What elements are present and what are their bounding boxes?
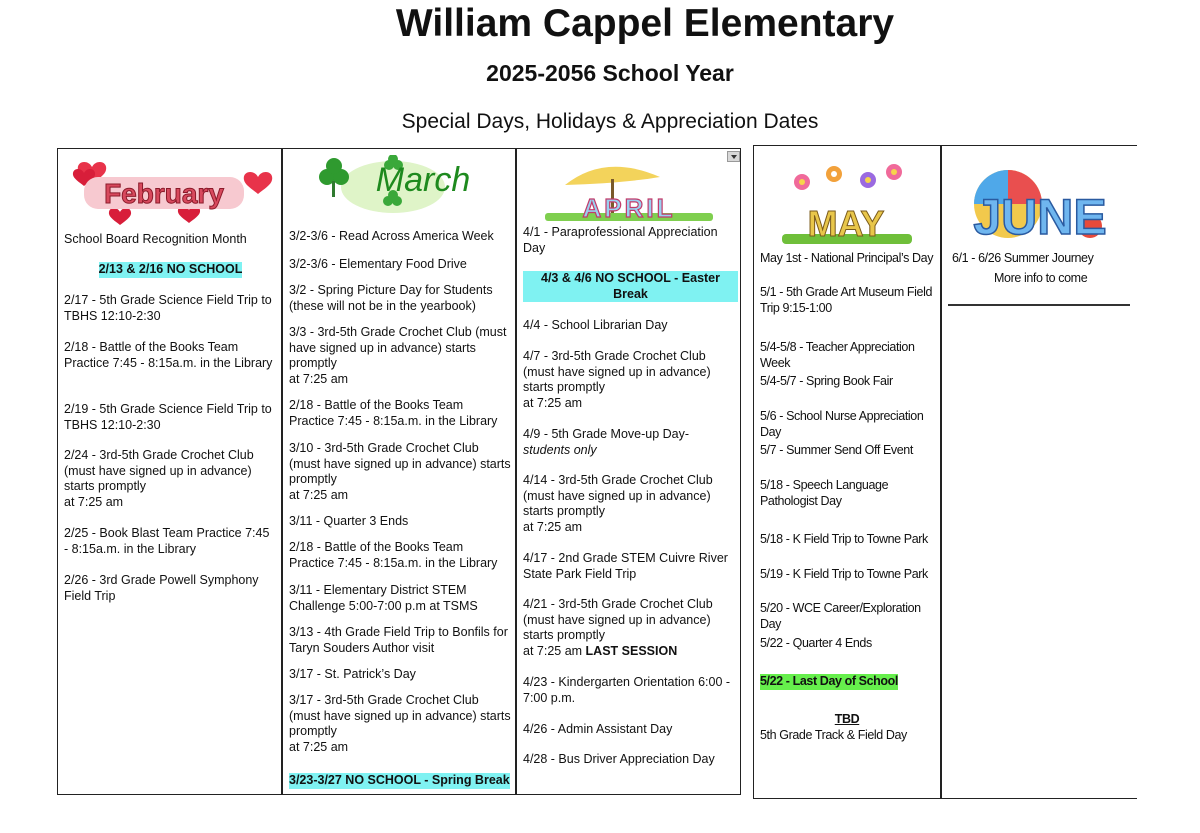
flower-icon (794, 164, 902, 190)
dropdown-arrow-icon[interactable] (727, 151, 740, 162)
list-item: TBD 5th Grade Track & Field Day (760, 712, 907, 742)
may-column (754, 146, 940, 798)
list-item: School Board Recognition Month (64, 232, 247, 246)
list-item: 5/4-5/8 - Teacher Appreciation Week (760, 340, 915, 370)
list-item: 5/7 - Summer Send Off Event (760, 443, 913, 457)
calendar-table-may-jun (753, 145, 1137, 799)
march-column (283, 149, 515, 794)
may-logo-text: MAY (807, 203, 885, 244)
list-item: 3/17 - 3rd-5th Grade Crochet Club (must have signed up in advance) starts promptly at 7:25 am (289, 693, 511, 754)
list-item: 5/1 - 5th Grade Art Museum Field Trip 9:15-1:00 (760, 285, 933, 315)
list-item: 3/3 - 3rd-5th Grade Crochet Club (must have signed up in advance) starts promptly at 7:25 am (289, 325, 507, 386)
april-column (517, 149, 742, 794)
list-item: 4/9 - 5th Grade Move-up Day- students only (523, 427, 690, 457)
list-item: 2/18 - Battle of the Books Team Practice 7:45 - 8:15a.m. in the Library (289, 540, 498, 570)
list-item: 5/20 - WCE Career/Exploration Day (760, 601, 921, 631)
list-item: 3/13 - 4th Grade Field Trip to Bonfils for Taryn Souders Author visit (289, 625, 508, 655)
february-logo (64, 155, 276, 229)
february-column (58, 149, 281, 794)
list-item: 6/1 - 6/26 Summer Journey (952, 251, 1094, 265)
june-logo (970, 154, 1110, 244)
june-logo-text: JUNE (973, 189, 1107, 244)
list-item: 3/17 - St. Patrick’s Day (289, 667, 416, 681)
list-item: 4/14 - 3rd-5th Grade Crochet Club (must have signed up in advance) starts promptly at 7:25 am (523, 473, 713, 534)
list-item: 2/24 - 3rd-5th Grade Crochet Club (must have signed up in advance) starts promptly at 7:25 am (64, 448, 254, 509)
list-item: 4/1 - Paraprofessional Appreciation Day (523, 225, 718, 255)
list-item: 4/23 - Kindergarten Orientation 6:00 - 7:00 p.m. (523, 675, 731, 705)
school-year-heading: 2025-2056 School Year (486, 60, 734, 86)
may-logo (782, 154, 912, 246)
list-item: 4/28 - Bus Driver Appreciation Day (523, 752, 715, 766)
list-item: 3/11 - Quarter 3 Ends (289, 514, 409, 528)
list-item: 5/22 - Quarter 4 Ends (760, 636, 872, 650)
list-item: 2/19 - 5th Grade Science Field Trip to TBHS 12:10-2:30 (64, 402, 272, 432)
list-item: 5/18 - K Field Trip to Towne Park (760, 532, 928, 546)
list-item: 5/19 - K Field Trip to Towne Park (760, 567, 928, 581)
last-day-badge: 5/22 - Last Day of School (760, 674, 898, 688)
list-item: 2/26 - 3rd Grade Powell Symphony Field Trip (64, 573, 259, 603)
list-item: 2/18 - Battle of the Books Team Practice 7:45 - 8:15a.m. in the Library (64, 340, 273, 370)
list-item: 3/10 - 3rd-5th Grade Crochet Club (must have signed up in advance) starts promptly at 7:25 am (289, 441, 511, 502)
april-logo-text: APRIL (582, 193, 676, 223)
march-logo-text: March (375, 161, 471, 199)
list-item: 5/6 - School Nurse Appreciation Day (760, 409, 924, 439)
list-item: 3/2-3/6 - Elementary Food Drive (289, 257, 467, 271)
no-school-badge: 4/3 & 4/6 NO SCHOOL - Easter Break (523, 271, 738, 302)
no-school-badge: 2/13 & 2/16 NO SCHOOL (98, 262, 243, 276)
april-logo (545, 157, 715, 225)
list-item: 5/4-5/7 - Spring Book Fair (760, 374, 893, 388)
list-item: 4/21 - 3rd-5th Grade Crochet Club (must have signed up in advance) starts promptly at 7:25 am LAST SESSION (523, 597, 713, 658)
calendar-table-feb-apr (57, 148, 741, 795)
list-item: 2/18 - Battle of the Books Team Practice 7:45 - 8:15a.m. in the Library (289, 398, 498, 428)
june-column (942, 146, 1138, 798)
list-item: 4/4 - School Librarian Day (523, 318, 668, 332)
list-item: 2/25 - Book Blast Team Practice 7:45 - 8:15a.m. in the Library (64, 526, 270, 556)
list-item: 5/18 - Speech Language Pathologist Day (760, 478, 889, 508)
list-item: 4/17 - 2nd Grade STEM Cuivre River State Park Field Trip (523, 551, 728, 581)
list-item: 4/26 - Admin Assistant Day (523, 722, 673, 736)
heart-icon (109, 208, 131, 225)
calendar-subtitle: Special Days, Holidays & Appreciation Dates (401, 110, 819, 133)
divider (948, 304, 1130, 306)
february-logo-text: February (104, 178, 224, 209)
list-item: 3/11 - Elementary District STEM Challenge 5:00-7:00 p.m at TSMS (289, 583, 478, 613)
page-title: William Cappel Elementary (395, 2, 895, 45)
list-item: 2/17 - 5th Grade Science Field Trip to TBHS 12:10-2:30 (64, 293, 272, 323)
list-item: More info to come (994, 271, 1088, 285)
list-item: 3/2 - Spring Picture Day for Students (these will not be in the yearbook) (289, 283, 493, 313)
no-school-badge: 3/23-3/27 NO SCHOOL - Spring Break (289, 773, 510, 787)
list-item: 3/2-3/6 - Read Across America Week (289, 229, 494, 243)
list-item: 4/7 - 3rd-5th Grade Crochet Club (must have signed up in advance) starts promptly at 7:25 am (523, 349, 711, 410)
march-logo (313, 155, 493, 219)
list-item: May 1st - National Principal’s Day (760, 251, 934, 265)
heart-icon (244, 172, 272, 194)
